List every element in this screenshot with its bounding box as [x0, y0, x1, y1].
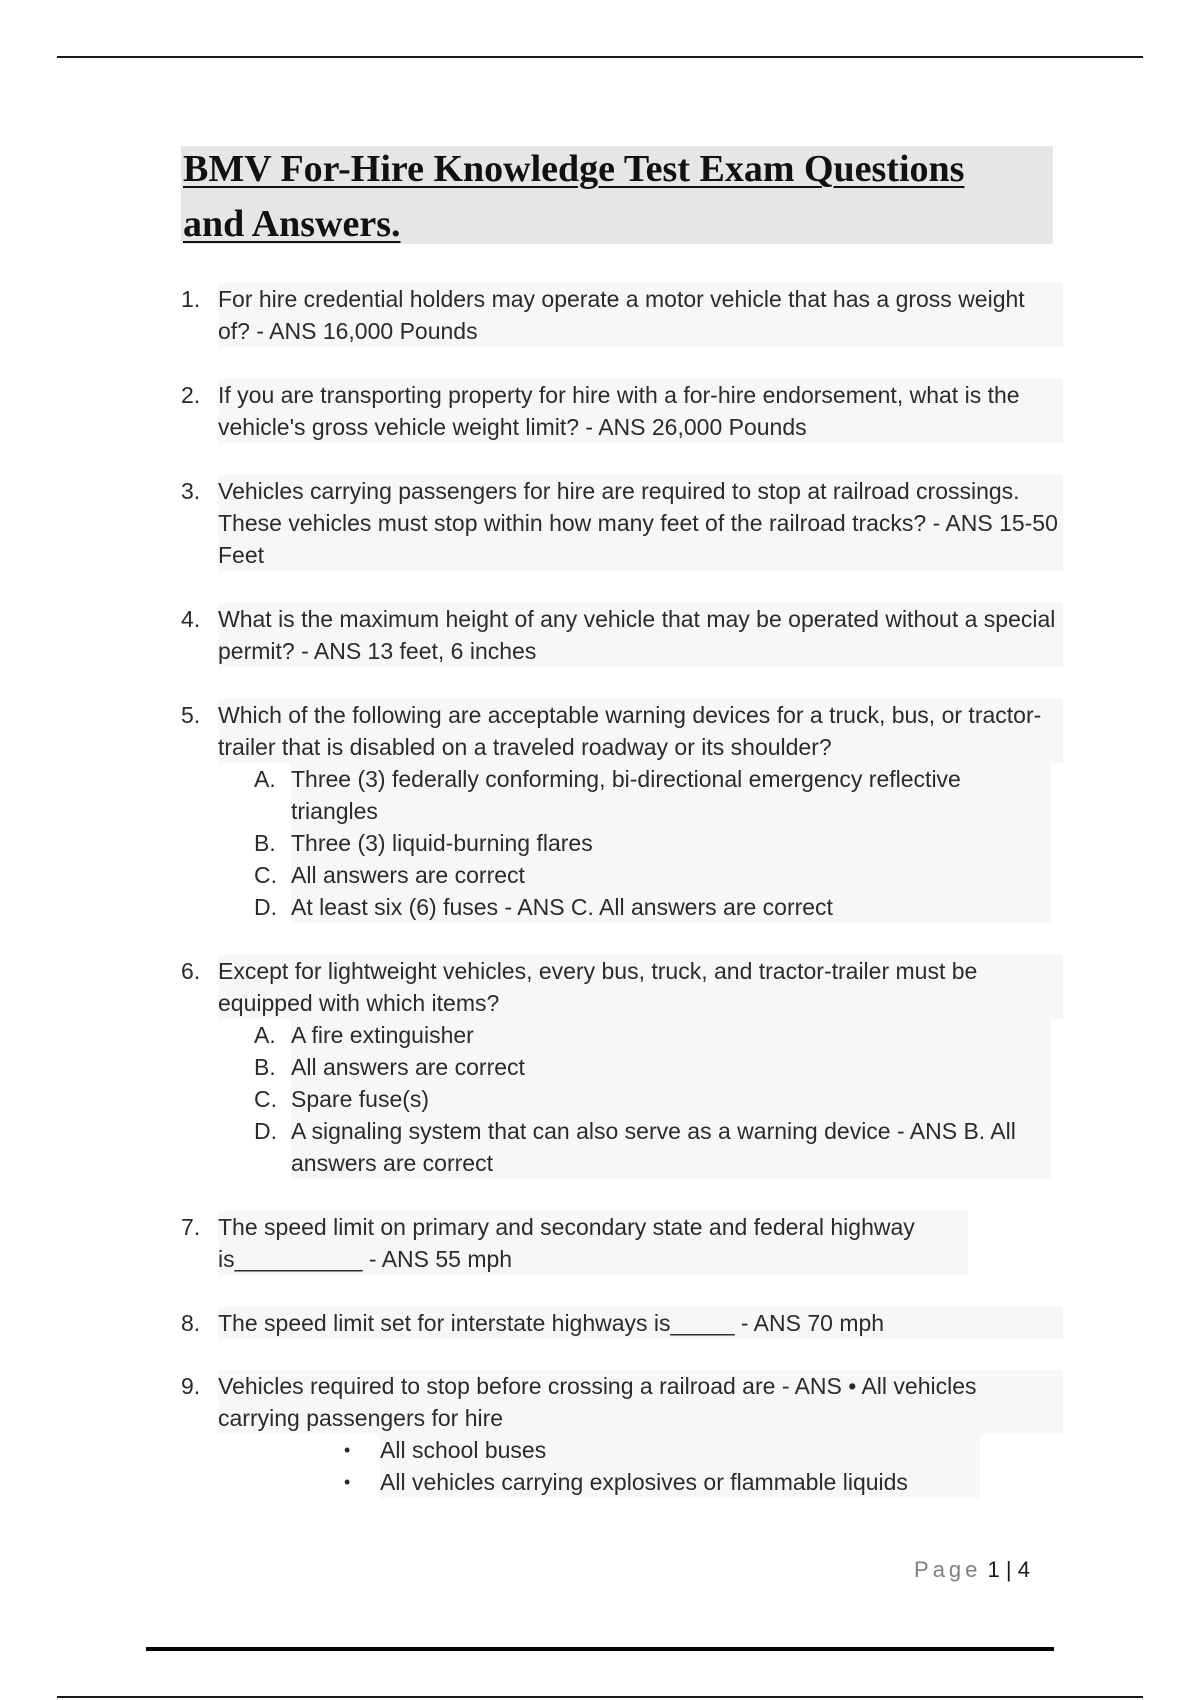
question-number: 8.: [181, 1310, 201, 1336]
bullet-item: [344, 1466, 994, 1498]
question-text: If you are transporting property for hire with a for-hire endorsement, what is the vehicle's gross vehicle weight limit? - ANS 26,000 Pounds: [218, 379, 1063, 443]
option-item: [254, 891, 1054, 923]
option-letter: A.: [254, 766, 276, 792]
option-text: A fire extinguisher: [291, 1019, 1051, 1051]
option-text: At least six (6) fuses - ANS C. All answers are correct: [291, 891, 1051, 923]
option-letter: B.: [254, 1054, 276, 1080]
option-letter: D.: [254, 1118, 277, 1144]
option-item: [254, 827, 1054, 859]
page-total: 4: [1017, 1557, 1030, 1582]
option-text: A signaling system that can also serve as a warning device - ANS B. All answers are correct: [291, 1115, 1051, 1179]
page-current: 1: [987, 1557, 1000, 1582]
option-letter: C.: [254, 862, 277, 888]
question-number: 4.: [181, 606, 201, 632]
option-letter: D.: [254, 894, 277, 920]
option-text: Three (3) federally conforming, bi-directional emergency reflective triangles: [291, 763, 1051, 827]
option-text: Spare fuse(s): [291, 1083, 1051, 1115]
bullet-text: All school buses: [380, 1434, 980, 1466]
option-item: [254, 1051, 1054, 1083]
question-text: For hire credential holders may operate a motor vehicle that has a gross weight of? - ANS 16,000 Pounds: [218, 283, 1063, 347]
question-number: 5.: [181, 702, 201, 728]
option-item: [254, 1083, 1054, 1115]
page-number: [880, 1557, 1030, 1583]
option-letter: A.: [254, 1022, 276, 1048]
question-number: 7.: [181, 1214, 201, 1240]
question-number: 9.: [181, 1373, 201, 1399]
question-text: The speed limit set for interstate highways is_____ - ANS 70 mph: [218, 1307, 1063, 1339]
title-line-2: and Answers.: [183, 203, 401, 245]
bullet-dot-icon: •: [344, 1472, 351, 1492]
footer-rule: [146, 1647, 1054, 1651]
question-text: Except for lightweight vehicles, every bus, truck, and tractor-trailer must be equipped with which items?: [218, 955, 1063, 1019]
option-item: [254, 763, 1054, 827]
option-text: All answers are correct: [291, 859, 1051, 891]
option-item: [254, 1019, 1054, 1051]
page-label: Page: [914, 1557, 982, 1582]
question-text: The speed limit on primary and secondary state and federal highway is__________ - ANS 55 mph: [218, 1211, 968, 1275]
question-number: 3.: [181, 478, 201, 504]
question-number: 6.: [181, 958, 201, 984]
option-letter: C.: [254, 1086, 277, 1112]
question-number: 2.: [181, 382, 201, 408]
question-number: 1.: [181, 286, 201, 312]
option-list: [254, 1019, 1054, 1179]
bullet-text: All vehicles carrying explosives or flammable liquids: [380, 1466, 980, 1498]
bullet-list: [344, 1434, 994, 1498]
bullet-item: [344, 1434, 994, 1466]
option-letter: B.: [254, 830, 276, 856]
option-list: [254, 763, 1054, 923]
page-separator: |: [1005, 1557, 1012, 1582]
title-line-1: BMV For-Hire Knowledge Test Exam Questions: [183, 148, 965, 190]
option-item: [254, 859, 1054, 891]
option-text: All answers are correct: [291, 1051, 1051, 1083]
option-text: Three (3) liquid-burning flares: [291, 827, 1051, 859]
question-text: Vehicles carrying passengers for hire are required to stop at railroad crossings. These vehicles must stop within how many feet of the railroad tracks? - ANS 15-50 Feet: [218, 475, 1063, 571]
option-item: [254, 1115, 1054, 1179]
bullet-dot-icon: •: [344, 1440, 351, 1460]
bottom-rule: [57, 1696, 1143, 1698]
question-text: Which of the following are acceptable warning devices for a truck, bus, or tractor-trailer that is disabled on a traveled roadway or its shoulder?: [218, 699, 1063, 763]
question-text: Vehicles required to stop before crossing a railroad are - ANS • All vehicles carrying passengers for hire: [218, 1370, 1063, 1434]
question-text: What is the maximum height of any vehicle that may be operated without a special permit? - ANS 13 feet, 6 inches: [218, 603, 1063, 667]
